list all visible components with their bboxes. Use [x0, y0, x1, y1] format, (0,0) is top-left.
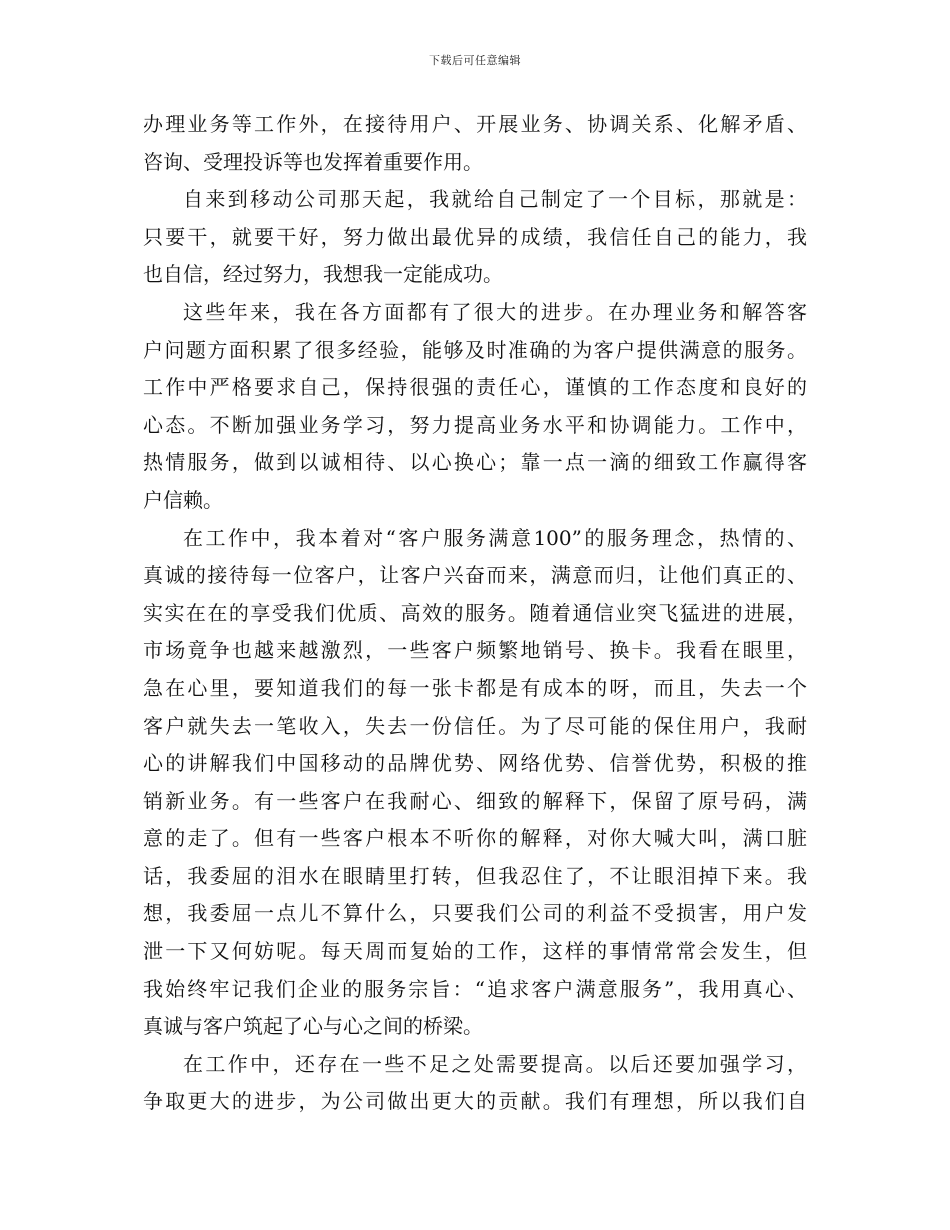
- text-line: 热情服务，做到以诚相待、以心换心；靠一点一滴的细致工作赢得客: [143, 450, 807, 475]
- body-text: [143, 106, 807, 1121]
- text-line: 销新业务。有一些客户在我耐心、细致的解释下，保留了原号码，满: [143, 788, 807, 813]
- text-line: 心的讲解我们中国移动的品牌优势、网络优势、信誉优势，积极的推: [143, 751, 807, 776]
- text-line: 户问题方面积累了很多经验，能够及时准确的为客户提供满意的服务。: [143, 337, 807, 362]
- text-line: 办理业务等工作外，在接待用户、开展业务、协调关系、化解矛盾、: [143, 112, 807, 136]
- page-header: 下载后可任意编辑: [429, 54, 521, 67]
- text-line: 客户就失去一笔收入，失去一份信任。为了尽可能的保住用户，我耐: [143, 713, 807, 738]
- text-line: 这些年来，我在各方面都有了很大的进步。在办理业务和解答客: [183, 299, 807, 324]
- text-line: 只要干，就要干好，努力做出最优异的成绩，我信任自己的能力，我: [143, 224, 807, 249]
- text-line: 咨询、受理投诉等也发挥着重要作用。: [143, 149, 483, 174]
- text-line: 话，我委屈的泪水在眼睛里打转，但我忍住了，不让眼泪掉下来。我: [143, 863, 807, 888]
- text-line: 急在心里，要知道我们的每一张卡都是有成本的呀，而且，失去一个: [143, 675, 807, 700]
- text-line: 工作中严格要求自己，保持很强的责任心，谨慎的工作态度和良好的: [143, 375, 807, 400]
- text-line: 真诚的接待每一位客户，让客户兴奋而来，满意而归，让他们真正的、: [143, 563, 807, 588]
- text-line: 也自信，经过努力，我想我一定能成功。: [143, 262, 503, 287]
- text-line: 真诚与客户筑起了心与心之间的桥梁。: [143, 1014, 483, 1039]
- text-line: 在工作中，我本着对“客户服务满意100”的服务理念，热情的、: [183, 525, 807, 550]
- text-line: 意的走了。但有一些客户根本不听你的解释，对你大喊大叫，满口脏: [143, 826, 807, 851]
- text-line: 在工作中，还存在一些不足之处需要提高。以后还要加强学习，: [183, 1051, 807, 1076]
- text-line: 我始终牢记我们企业的服务宗旨：“追求客户满意服务”，我用真心、: [143, 976, 807, 1001]
- text-line: 市场竟争也越来越激烈，一些客户频繁地销号、换卡。我看在眼里，: [143, 638, 807, 663]
- text-line: 心态。不断加强业务学习，努力提高业务水平和协调能力。工作中，: [143, 412, 807, 437]
- text-line: 实实在在的享受我们优质、高效的服务。随着通信业突飞猛进的进展，: [143, 600, 807, 625]
- text-line: 户信赖。: [143, 487, 223, 512]
- text-line: 自来到移动公司那天起，我就给自己制定了一个目标，那就是：: [183, 187, 807, 212]
- text-line: 争取更大的进步，为公司做出更大的贡献。我们有理想，所以我们自: [143, 1089, 807, 1114]
- text-line: 想，我委屈一点儿不算什么，只要我们公司的利益不受损害，用户发: [143, 901, 807, 926]
- text-line: 泄一下又何妨呢。每天周而复始的工作，这样的事情常常会发生，但: [143, 939, 807, 964]
